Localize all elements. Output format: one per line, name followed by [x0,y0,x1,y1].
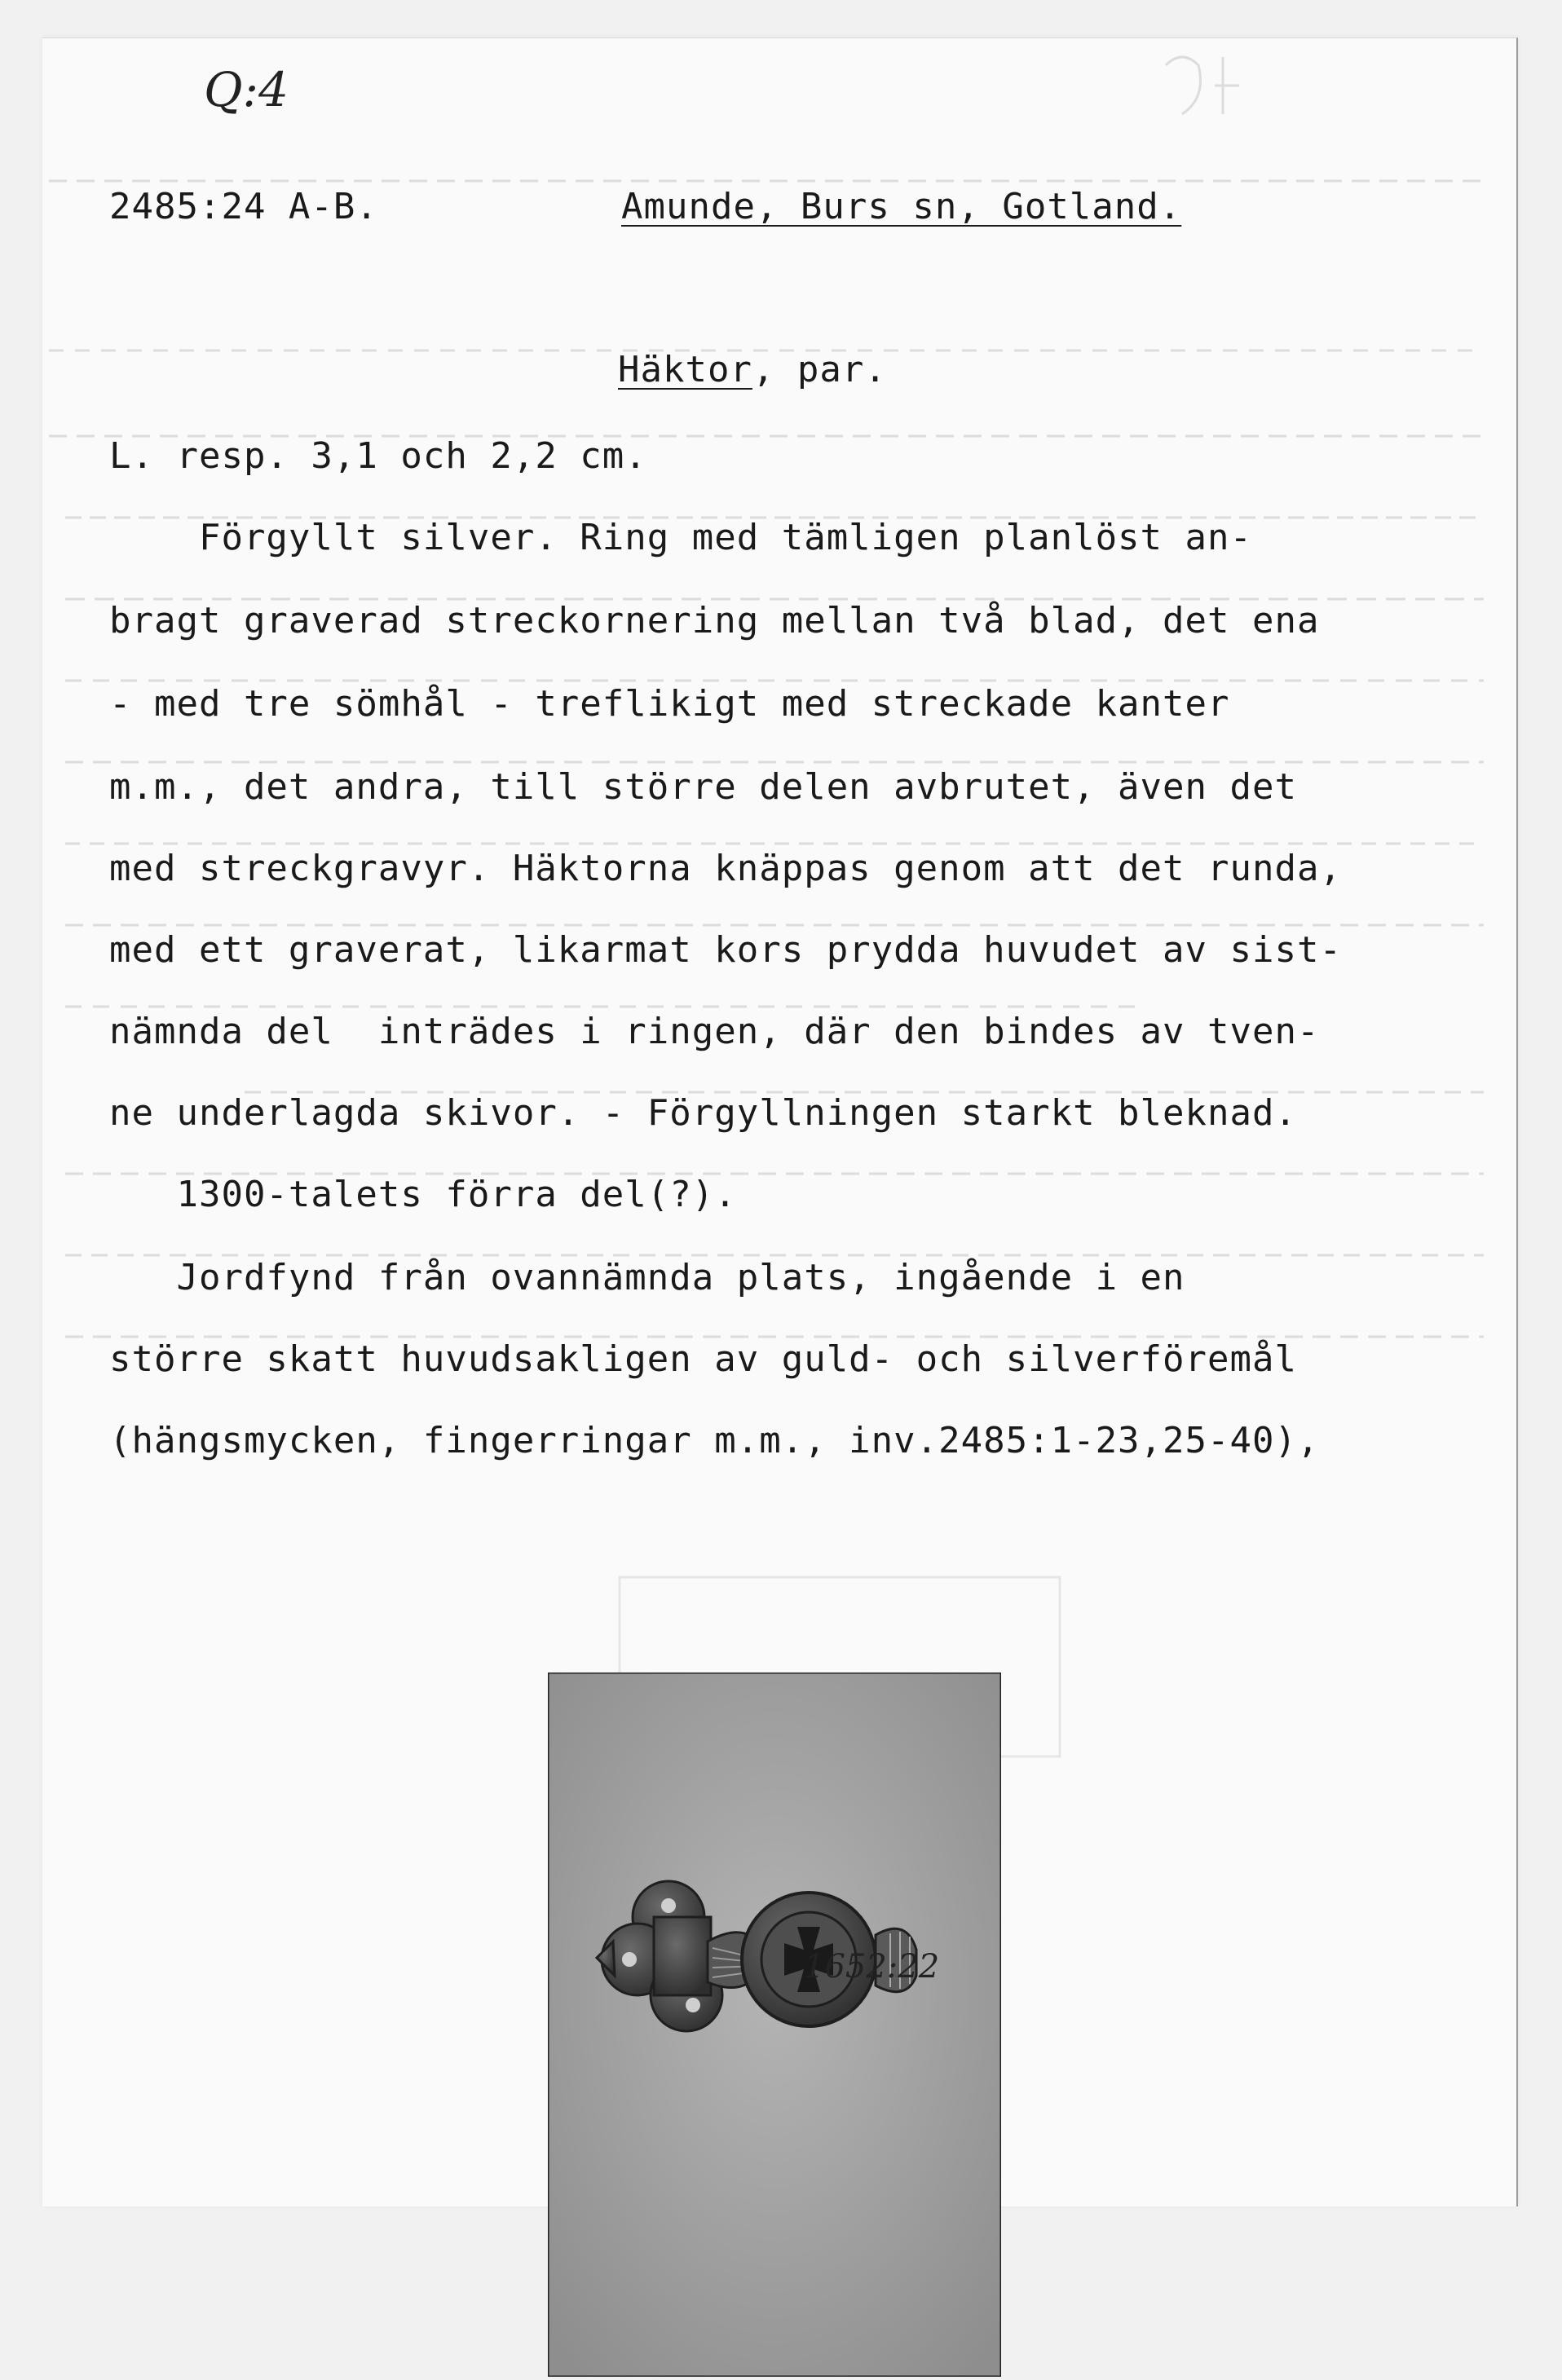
object-heading [618,349,887,390]
body-line: bragt graverad streckornering mellan två blad, det ena [109,600,1320,641]
dimensions: L. resp. 3,1 och 2,2 cm. [109,435,647,477]
object-title-suffix: , par. [752,349,887,390]
body-line: med streckgravyr. Häktorna knäppas genom att det runda, [109,848,1342,889]
inventory-number: 2485:24 A-B. [109,186,378,227]
body-line: nämnda del inträdes i ringen, där den bindes av tven- [109,1011,1320,1052]
body-line: - med tre sömhål - treflikigt med streckade kanter [109,683,1230,725]
body-line: 1300-talets förra del(?). [109,1174,737,1215]
handwritten-code: Q:4 [204,62,289,117]
body-line: m.m., det andra, till större delen avbrutet, även det [109,766,1297,808]
object-photo [548,1673,1001,2377]
body-line: med ett graverat, likarmat kors prydda huvudet av sist- [109,929,1342,971]
photo-caption: 1652:22 [804,1948,940,1986]
body-line: Förgyllt silver. Ring med tämligen planlöst an- [109,517,1253,558]
object-title: Häktor [618,349,752,390]
body-line: större skatt huvudsakligen av guld- och silverföremål [109,1338,1297,1380]
body-line: ne underlagda skivor. - Förgyllningen starkt bleknad. [109,1092,1297,1134]
body-line: (hängsmycken, fingerringar m.m., inv.2485:1-23,25-40), [109,1420,1320,1461]
body-line: Jordfynd från ovannämnda plats, ingående i en [109,1257,1185,1298]
hook-fastener-image [548,1673,1001,2377]
site-name: Amunde, Burs sn, Gotland. [621,186,1182,227]
